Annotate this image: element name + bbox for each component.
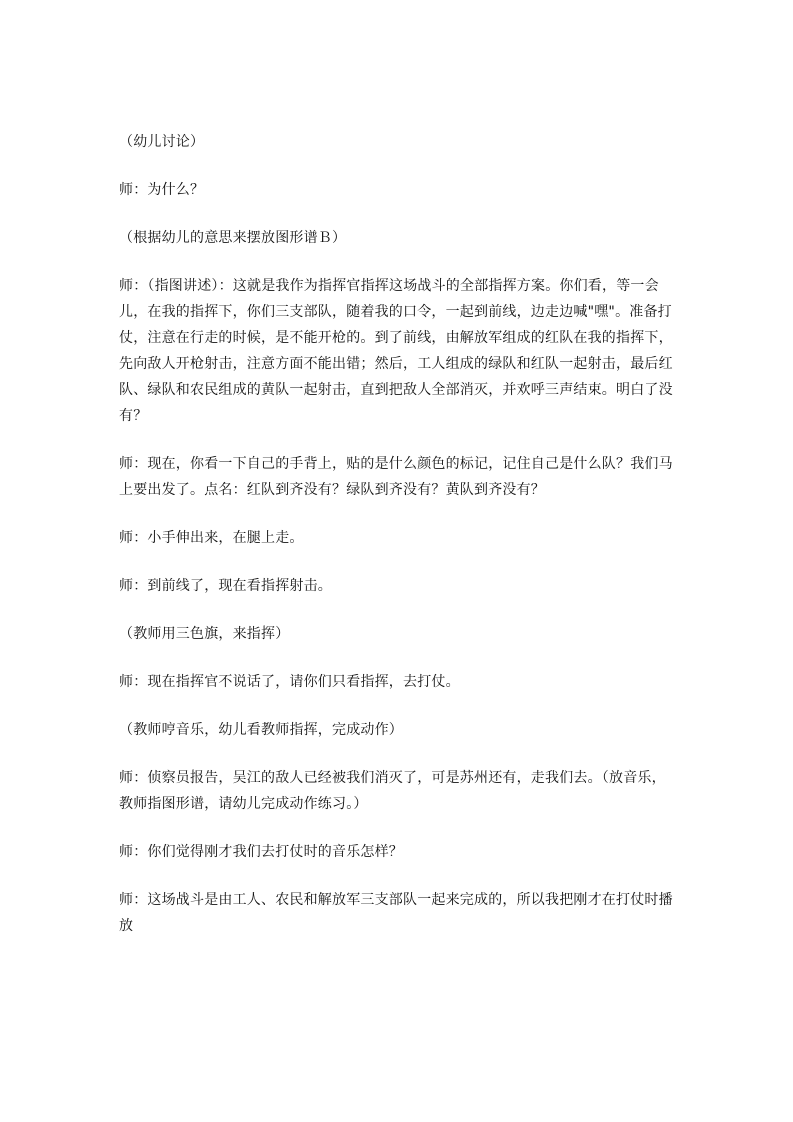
paragraph-scout-report: 师：侦察员报告，吴江的敌人已经被我们消灭了，可是苏州还有，走我们去。（放音乐，教师指图形谱，请幼儿完成动作练习。） [119, 770, 666, 812]
paragraph-place-chart-b: （根据幼儿的意思来摆放图形谱Ｂ） [119, 230, 347, 246]
paragraph-child-discussion: （幼儿讨论） [119, 134, 205, 150]
paragraph-hum-music: （教师哼音乐，幼儿看教师指挥，完成动作） [119, 722, 403, 738]
paragraph-three-troops: 师：这场战斗是由工人、农民和解放军三支部队一起来完成的，所以我把刚才在打仗时播放 [119, 892, 673, 934]
paragraph-music-question: 师：你们觉得刚才我们去打仗时的音乐怎样？ [119, 844, 403, 860]
paragraph-team-markers: 师：现在，你看一下自己的手背上，贴的是什么颜色的标记，记住自己是什么队？我们马上要出发了。点名：红队到齐没有？绿队到齐没有？黄队到齐没有？ [119, 456, 673, 498]
paragraph-silent-command: 师：现在指挥官不说话了，请你们只看指挥，去打仗。 [119, 674, 460, 690]
paragraph-hands-walk: 师：小手伸出来，在腿上走。 [119, 530, 304, 546]
paragraph-front-line: 师：到前线了，现在看指挥射击。 [119, 578, 332, 594]
paragraph-three-color-flag: （教师用三色旗，来指挥） [119, 626, 290, 642]
paragraph-teacher-why: 师：为什么？ [119, 182, 205, 198]
paragraph-command-plan: 师：（指图讲述）：这就是我作为指挥官指挥这场战斗的全部指挥方案。你们看，等一会儿，在我的指挥下，你们三支部队，随着我的口令，一起到前线，边走边喊"嘿"。准备打仗，注意在行走的时候，是不能开枪的。到了前线，由解放军组成的红队在我的指挥下，先向敌人开枪射击，注意方面不能出错；然后，工人组成的绿队和红队一起射击，最后红队、绿队和农民组成的黄队一起射击，直到把敌人全部消灭，并欢呼三声结束。明白了没有？ [119, 278, 673, 424]
document-body [119, 129, 679, 939]
